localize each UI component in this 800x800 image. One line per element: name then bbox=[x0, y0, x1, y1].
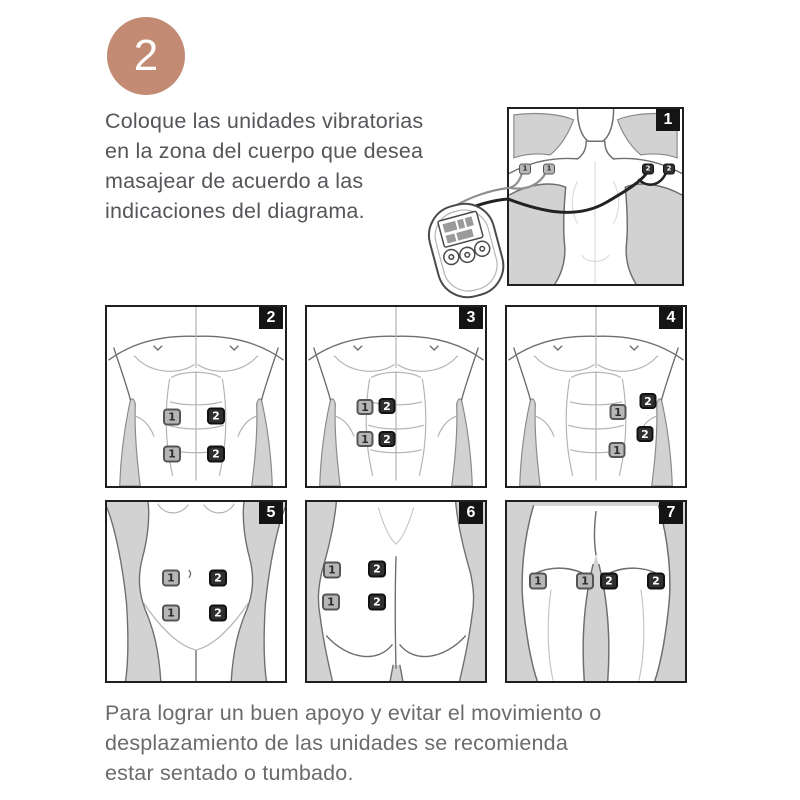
electrode-pad-2: 2 bbox=[637, 426, 654, 442]
panel-number-badge: 4 bbox=[659, 307, 683, 329]
electrode-pad-1: 1 bbox=[576, 573, 594, 590]
panel-number-badge: 5 bbox=[259, 502, 283, 524]
intro-line: masajear de acuerdo a las bbox=[105, 169, 364, 193]
electrode-pad-1: 1 bbox=[163, 409, 181, 426]
electrode-pad-1: 1 bbox=[543, 164, 555, 175]
diagram-panel-thighs bbox=[505, 500, 687, 683]
footer-text bbox=[105, 698, 725, 788]
electrode-pad-1: 1 bbox=[529, 573, 547, 590]
electrode-pad-layer bbox=[307, 502, 485, 681]
electrode-pad-1: 1 bbox=[162, 605, 180, 622]
electrode-pad-layer bbox=[107, 502, 285, 681]
panel-number-badge: 1 bbox=[656, 109, 680, 131]
electrode-pad-layer bbox=[507, 307, 685, 486]
electrode-pad-1: 1 bbox=[322, 594, 340, 611]
electrode-pad-2: 2 bbox=[209, 605, 227, 622]
intro-line: indicaciones del diagrama. bbox=[105, 199, 365, 223]
diagram-panel-abdomen-right-side bbox=[505, 305, 687, 488]
electrode-pad-layer bbox=[307, 307, 485, 486]
electrode-pad-2: 2 bbox=[209, 570, 227, 587]
panel-number-badge: 2 bbox=[259, 307, 283, 329]
intro-line: Coloque las unidades vibratorias bbox=[105, 109, 424, 133]
diagram-panel-upper-back bbox=[507, 107, 684, 286]
electrode-pad-2: 2 bbox=[207, 446, 225, 463]
electrode-pad-1: 1 bbox=[163, 446, 181, 463]
diagram-panel-abdomen-both-sides bbox=[105, 305, 287, 488]
footer-line: Para lograr un buen apoyo y evitar el movimiento o bbox=[105, 701, 602, 725]
electrode-pad-1: 1 bbox=[610, 404, 627, 420]
electrode-pad-2: 2 bbox=[379, 431, 396, 447]
electrode-pad-1: 1 bbox=[323, 562, 341, 579]
electrode-pad-layer bbox=[509, 109, 682, 284]
electrode-pad-2: 2 bbox=[207, 408, 225, 425]
electrode-pad-2: 2 bbox=[368, 561, 386, 578]
diagram-panel-lower-abdomen bbox=[105, 500, 287, 683]
panel-number-badge: 3 bbox=[459, 307, 483, 329]
panel-number-badge: 6 bbox=[459, 502, 483, 524]
electrode-pad-2: 2 bbox=[600, 573, 618, 590]
electrode-pad-2: 2 bbox=[642, 164, 654, 175]
electrode-pad-2: 2 bbox=[640, 393, 657, 409]
device-buttons bbox=[442, 240, 492, 269]
electrode-pad-layer bbox=[507, 502, 685, 681]
footer-line: estar sentado o tumbado. bbox=[105, 761, 354, 785]
electrode-pad-2: 2 bbox=[663, 164, 675, 175]
panel-number-badge: 7 bbox=[659, 502, 683, 524]
electrode-pad-1: 1 bbox=[519, 164, 531, 175]
step-number-badge: 2 bbox=[107, 17, 185, 95]
diagram-panel-buttocks bbox=[305, 500, 487, 683]
footer-line: desplazamiento de las unidades se recomienda bbox=[105, 731, 568, 755]
electrode-pad-1: 1 bbox=[357, 399, 374, 415]
electrode-pad-layer bbox=[107, 307, 285, 486]
electrode-pad-2: 2 bbox=[379, 398, 396, 414]
electrode-pad-2: 2 bbox=[368, 594, 386, 611]
electrode-pad-1: 1 bbox=[162, 570, 180, 587]
diagram-panel-abdomen-left-side bbox=[305, 305, 487, 488]
electrode-pad-1: 1 bbox=[609, 442, 626, 458]
intro-line: en la zona del cuerpo que desea bbox=[105, 139, 424, 163]
intro-text bbox=[105, 106, 525, 226]
electrode-pad-1: 1 bbox=[357, 431, 374, 447]
electrode-pad-2: 2 bbox=[647, 573, 665, 590]
